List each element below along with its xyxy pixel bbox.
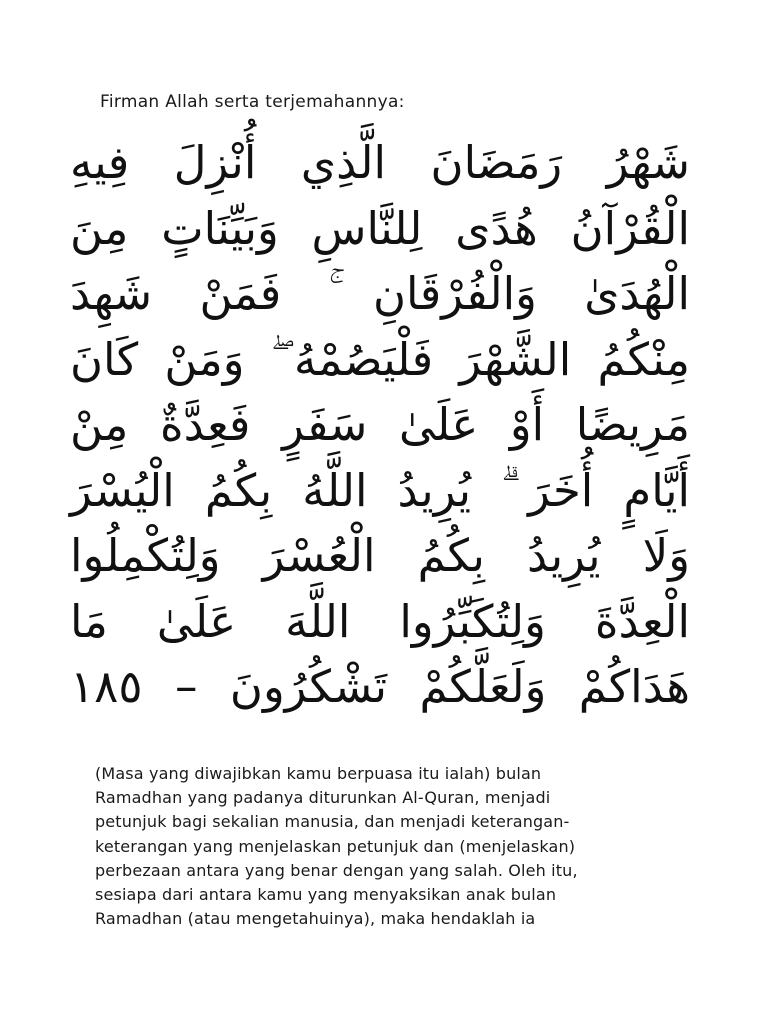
translation-line: sesiapa dari antara kamu yang menyaksikan anak bulan (95, 885, 557, 905)
verse-line: أَيَّامٍ أُخَرَ ۗ يُرِيدُ اللَّهُ بِكُمُ الْيُسْرَ (70, 463, 690, 517)
verse-line: الْقُرْآنُ هُدًى لِلنَّاسِ وَبَيِّنَاتٍ مِنَ (70, 201, 690, 255)
translation-line: Ramadhan yang padanya diturunkan Al-Quran, menjadi (95, 788, 551, 808)
verse-line: مِنْكُمُ الشَّهْرَ فَلْيَصُمْهُ ۖ وَمَنْ كَانَ (70, 332, 690, 386)
verse-line: وَلَا يُرِيدُ بِكُمُ الْعُسْرَ وَلِتُكْمِلُوا (70, 529, 690, 582)
translation-line: Ramadhan (atau mengetahuinya), maka hendaklah ia (95, 909, 536, 929)
verse-line: شَهْرُ رَمَضَانَ الَّذِي أُنْزِلَ فِيهِ (70, 136, 690, 189)
translation-line: (Masa yang diwajibkan kamu berpuasa itu ialah) bulan (95, 764, 542, 783)
translation-line: keterangan yang menjelaskan petunjuk dan (menjelaskan) (95, 836, 576, 856)
verse-line: الْعِدَّةَ وَلِتُكَبِّرُوا اللَّهَ عَلَىٰ مَا (70, 594, 690, 648)
verse-line: الْهُدَىٰ وَالْفُرْقَانِ ۚ فَمَنْ شَهِدَ (70, 267, 690, 320)
quran-verse (70, 130, 690, 720)
translation-line: perbezaan antara yang benar dengan yang salah. Oleh itu, (95, 860, 578, 880)
verse-line: مَرِيضًا أَوْ عَلَىٰ سَفَرٍ فَعِدَّةٌ مِنْ (70, 398, 690, 451)
verse-line: هَدَاكُمْ وَلَعَلَّكُمْ تَشْكُرُونَ – ١٨٥ (70, 660, 690, 713)
translation-paragraph (95, 762, 695, 931)
translation-line: petunjuk bagi sekalian manusia, dan menjadi keterangan- (95, 812, 570, 832)
intro-text: Firman Allah serta terjemahannya: (100, 92, 405, 112)
